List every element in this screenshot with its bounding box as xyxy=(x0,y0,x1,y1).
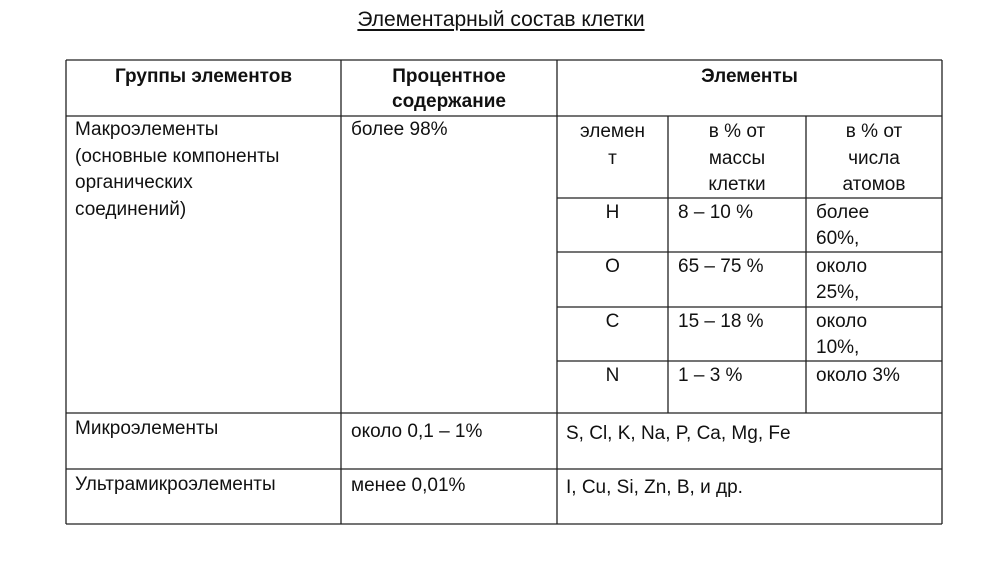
row-n-element: N xyxy=(605,365,620,386)
row-o-atoms-line2: 25%, xyxy=(816,282,860,303)
macro-name-line1: Макроэлементы xyxy=(75,119,219,140)
subheader-atoms-line2: числа xyxy=(848,148,900,169)
subheader-element-line2: т xyxy=(608,148,617,169)
row-o-atoms-line1: около xyxy=(816,256,868,277)
row-c-mass: 15 – 18 % xyxy=(678,311,764,332)
subheader-atoms-line1: в % от xyxy=(845,121,903,142)
header-elements: Элементы xyxy=(701,66,798,87)
macro-name-line2: (основные компоненты xyxy=(75,146,280,167)
micro-percent: около 0,1 – 1% xyxy=(351,421,483,442)
row-n-atoms-line1: около 3% xyxy=(816,365,900,386)
subheader-atoms-line3: атомов xyxy=(842,174,906,195)
ultra-name: Ультрамикроэлементы xyxy=(75,474,276,495)
micro-elements: S, Cl, K, Na, P, Ca, Mg, Fe xyxy=(566,423,791,444)
row-c-element: C xyxy=(605,311,620,332)
row-n-mass: 1 – 3 % xyxy=(678,365,743,386)
header-groups: Группы элементов xyxy=(114,66,293,87)
subheader-mass-line1: в % от xyxy=(708,121,766,142)
header-percent-line1: Процентное xyxy=(392,66,506,87)
micro-name: Микроэлементы xyxy=(75,418,219,439)
row-c-atoms-line2: 10%, xyxy=(816,337,860,358)
subheader-mass-line3: клетки xyxy=(708,174,766,195)
ultra-percent: менее 0,01% xyxy=(351,475,466,496)
subheader-element-line1: элемен xyxy=(579,121,646,142)
ultra-elements: I, Cu, Si, Zn, B, и др. xyxy=(566,477,743,498)
row-h-atoms-line2: 60%, xyxy=(816,228,860,249)
macro-name-line4: соединений) xyxy=(75,199,187,220)
row-o-element: O xyxy=(605,256,620,277)
row-h-element: H xyxy=(605,202,620,223)
subheader-mass-line2: массы xyxy=(708,148,766,169)
row-h-mass: 8 – 10 % xyxy=(678,202,753,223)
page-title: Элементарный состав клетки xyxy=(357,8,645,31)
macro-percent: более 98% xyxy=(351,119,448,140)
row-h-atoms-line1: более xyxy=(816,202,870,223)
row-o-mass: 65 – 75 % xyxy=(678,256,764,277)
header-percent-line2: содержание xyxy=(392,91,506,112)
row-c-atoms-line1: около xyxy=(816,311,868,332)
macro-name-line3: органических xyxy=(75,172,193,193)
